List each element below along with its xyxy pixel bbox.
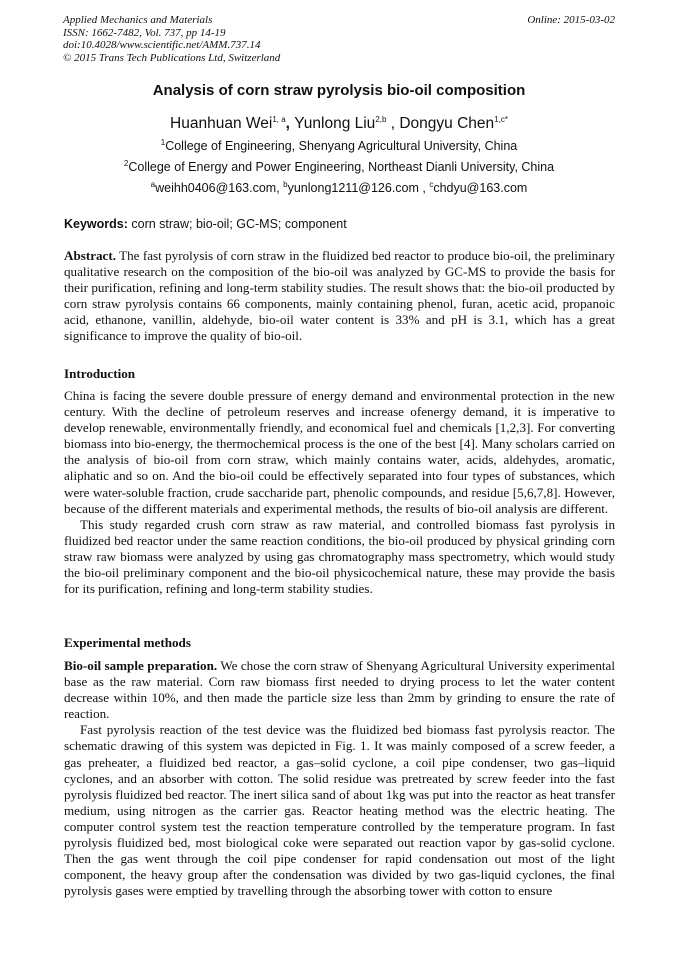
separator: , xyxy=(386,115,400,132)
keywords-text: corn straw; bio-oil; GC-MS; component xyxy=(127,217,347,231)
abstract-text: The fast pyrolysis of corn straw in the fluidized bed reactor to produce bio-oil, the preliminary qualitative research on the composition of the bio-oil was analyzed by GC-MS to provide the basis for their purification, refining and long-term stability studies. The result shows that: the bio-oil producted by corn straw pyrolysis contains 66 components, mainly containing phenol, furan, acetic acid, propanoic acid, ethanone, vanillin, aldehyde, bio-oil water content is 33% and pH is 3.1, which has a great significance to improve the quality of bio-oil. xyxy=(64,248,615,344)
email[interactable]: yunlong1211@126.com , xyxy=(287,181,430,195)
section-heading-introduction: Introduction xyxy=(64,366,136,381)
keywords-label: Keywords: xyxy=(64,217,128,231)
paragraph: China is facing the severe double pressure of energy demand and environmental protection in the new century. With the decline of petroleum reserves and increase ofenergy demand, it is imperative to develop renewable, environmentally friendly, and economical fuel and chemicals [1,2,3]. For converting biomass into bio-energy, the thermochemical process is the one of the best [4]. Many scholars carried on the analysis of bio-oil from corn straw, which mainly contains water, acids, aldehydes, aromatic, aliphatic and so on. And the bio-oil could be effectively separated into four types of substances, which were water-soluble fraction, crude saccharide part, phenolic compounds, and residue [5,6,7,8]. However, because of the different materials and experimental methods, the results of bio-oil analysis are different. xyxy=(64,388,615,516)
subsection-text: We chose the corn straw of Shenyang Agricultural University experimental base as the raw material. Corn raw biomass first needed to drying process to let the water content decrease within 10%, and then made the particle size less than 2mm by grinding to ensure the rate of reaction. xyxy=(64,658,615,722)
introduction-body xyxy=(64,388,615,597)
affil-text: College of Energy and Power Engineering, Northeast Dianli University, China xyxy=(128,160,555,174)
email[interactable]: chdyu@163.com xyxy=(433,181,528,195)
email-sup: a xyxy=(150,179,156,189)
affil-sup: 2 xyxy=(123,158,129,168)
author-sup: 1,c* xyxy=(494,114,508,124)
author: Huanhuan Wei xyxy=(170,115,273,132)
copyright: © 2015 Trans Tech Publications Ltd, Switzerland xyxy=(63,51,281,64)
affil-text: College of Engineering, Shenyang Agricultural University, China xyxy=(165,139,518,153)
keywords xyxy=(64,217,347,231)
affiliation-1 xyxy=(0,139,678,153)
affil-sup: 1 xyxy=(160,137,166,147)
author: Dongyu Chen xyxy=(399,115,495,132)
paragraph xyxy=(64,658,615,722)
email[interactable]: weihh0406@163.com, xyxy=(155,181,284,195)
abstract xyxy=(64,248,615,345)
subsection-label: Bio-oil sample preparation. xyxy=(64,658,218,673)
online-date: Online: 2015-03-02 xyxy=(527,14,615,26)
affiliation-2 xyxy=(0,160,678,174)
author-sup: 2,b xyxy=(375,114,387,124)
author: Yunlong Liu xyxy=(294,115,376,132)
email-sup: b xyxy=(283,179,288,189)
paragraph: Fast pyrolysis reaction of the test device was the fluidized bed biomass fast pyrolysis reactor. The schematic drawing of this system was depicted in Fig. 1. It was mainly composed of a screw feeder, a gas preheater, a fluidized bed reactor, a gas–solid cyclone, a coil pipe condenser, two gas–liquid cyclones, and an absorber with cotton. The solid residue was pretreated by screw feeder into the fast pyrolysis fluidized bed reactor. The inert silica sand of about 1kg was put into the reactor as heat transfer medium, using nitrogen as the carrier gas. Reactor heating method was the electric heating. The computer control system test the reaction temperature controlled by the temperature program. In fast pyrolysis fluidized bed, most biological coke were separated out reaction vapor by gas-solid cyclone. Then the gas went through the coil pipe condenser for rapid condensation out most of the light component, the heavy group after the condensation was divided by two gas-liquid cyclones, the final pyrolysis gases were emptied by travelling through the absorbing tower with cotton to ensure xyxy=(64,722,615,899)
emails xyxy=(0,181,678,195)
paragraph: This study regarded crush corn straw as raw material, and controlled biomass fast pyrolysis in fluidized bed reactor under the same reaction conditions, the bio-oil produced by physical grinding corn straw raw biomass were analyzed by using gas chromatography mass spectrometry, which would study the bio-oil preliminary component and the bio-oil physicochemical nature, these may provide the basis for its purification, refining and long-term stability studies. xyxy=(64,516,615,597)
separator: , xyxy=(285,115,295,132)
paper-title: Analysis of corn straw pyrolysis bio-oil composition xyxy=(152,82,526,99)
issn: ISSN: 1662-7482, Vol. 737, pp 14-19 xyxy=(63,26,226,39)
journal-info xyxy=(63,14,280,64)
author-list xyxy=(0,115,678,133)
journal-name: Applied Mechanics and Materials xyxy=(63,14,213,26)
section-heading-methods: Experimental methods xyxy=(64,635,191,650)
methods-body xyxy=(64,658,615,899)
doi-link[interactable]: doi:10.4028/www.scientific.net/AMM.737.14 xyxy=(63,39,261,51)
author-sup: 1, a xyxy=(272,114,286,124)
abstract-label: Abstract. xyxy=(64,248,116,263)
email-sup: c xyxy=(429,179,434,189)
